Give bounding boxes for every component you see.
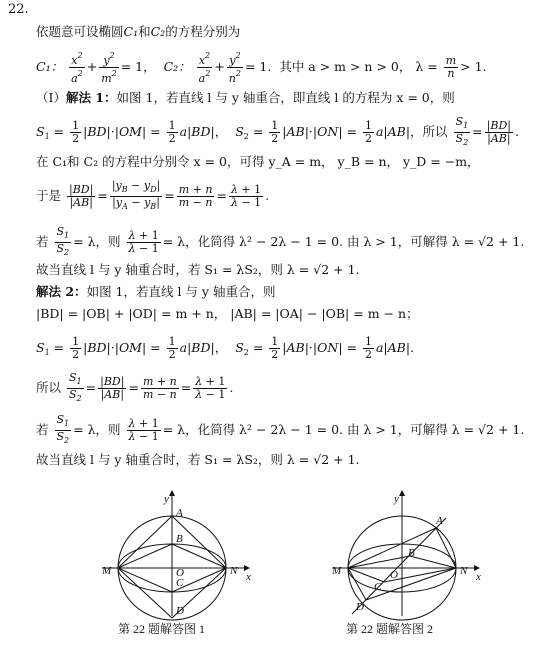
ratio-derivation-2: 所以 $\frac{S_1}{S_2}$ = $\frac{|BD|}{|AB|}$ = $\frac{m + n}{m - n}$ = $\frac{\lambda + 1}{\lambda - 1}$ . xyxy=(36,371,234,403)
fig1-y-label: y xyxy=(164,493,169,505)
fig1-O-label: O xyxy=(176,567,184,579)
fig2-D-label: D xyxy=(356,601,364,613)
method2-header: 解法 2：如图 1，若直线 l 与 y 轴重合，则 xyxy=(36,284,276,299)
fig1-N-label: N xyxy=(230,565,238,577)
fig1-x-label: x xyxy=(246,571,251,583)
figure-2-caption: 第 22 题解答图 2 xyxy=(346,622,434,636)
solve-lambda-2: 若 $\frac{S_1}{S_2}$ = λ，则 $\frac{\lambda + 1}{\lambda - 1}$ = λ，化简得 λ² − 2λ − 1 = 0. 由 λ > 1，可解得 λ = √2 + 1. xyxy=(36,413,525,445)
fig1-C-label: C xyxy=(176,577,184,589)
substitution-line: 在 C₁和 C₂ 的方程中分别令 x = 0，可得 y_A = m， y_B = n， y_D = −m， xyxy=(36,154,480,169)
fig1-B-label: B xyxy=(176,533,183,545)
method1-header: （Ⅰ）解法 1：如图 1，若直线 l 与 y 轴重合，即直线 l 的方程为 x = 0，则 xyxy=(36,90,455,105)
figure-1-caption: 第 22 题解答图 1 xyxy=(118,622,206,636)
fig2-B-label: B xyxy=(408,547,415,559)
bd-ab-lengths: |BD| = |OB| + |OD| = m + n， |AB| = |OA| − |OB| = m − n； xyxy=(36,306,419,321)
intro-line: 依题意可设椭圆C₁和C₂的方程分别为 xyxy=(36,24,241,39)
conclusion-2: 故当直线 l 与 y 轴重合时，若 S₁ = λS₂，则 λ = √2 + 1. xyxy=(36,452,360,467)
ellipse-equations: C₁： $\frac{x^2}{a^2}$ + $\frac{y^2}{m^2}$ = 1， C₂： $\frac{x^2}{a^2}$ + $\frac{y^2}{n^2}$ = 1. 其中 a > m > n > 0， λ = $\frac{m}{n}$ > 1. xyxy=(36,51,487,85)
fig1-A-label: A xyxy=(176,507,183,519)
problem-number: 22. xyxy=(8,2,29,17)
fig2-M-label: M xyxy=(332,565,342,577)
fig2-A-label: A xyxy=(436,515,443,527)
area-formula-2: $S_1$ = $\frac{1}{2}$ |BD|·|OM| = $\frac{1}{2}$ a|BD|， $S_2$ = $\frac{1}{2}$ |AB|·|ON| = $\frac{1}{2}$ a|AB|. xyxy=(36,335,415,361)
fig2-C-label: C xyxy=(374,581,382,593)
figure-2 xyxy=(322,490,494,622)
solve-lambda-1: 若 $\frac{S_1}{S_2}$ = λ，则 $\frac{\lambda + 1}{\lambda - 1}$ = λ，化简得 λ² − 2λ − 1 = 0. 由 λ > 1，可解得 λ = √2 + 1. xyxy=(36,225,525,257)
conclusion-1: 故当直线 l 与 y 轴重合时，若 S₁ = λS₂，则 λ = √2 + 1. xyxy=(36,262,360,277)
fig1-D-label: D xyxy=(176,605,184,617)
fig2-x-label: x xyxy=(476,571,481,583)
fig2-N-label: N xyxy=(460,565,468,577)
ratio-derivation: 于是 $\frac{|BD|}{|AB|}$ = $\frac{|y_B - y_D|}{|y_A - y_B|}$ = $\frac{m + n}{m - n}$ = $\frac{\lambda + 1}{\lambda - 1}$ . xyxy=(36,179,270,211)
fig2-y-label: y xyxy=(394,493,399,505)
figure-1 xyxy=(92,490,264,622)
fig1-M-label: M xyxy=(102,565,112,577)
area-formula-1: $S_1$ = $\frac{1}{2}$ |BD|·|OM| = $\frac{1}{2}$ a|BD|， $S_2$ = $\frac{1}{2}$ |AB|·|ON| = $\frac{1}{2}$ a|AB|，所以 $\frac{S_1}{S_2}$ = $\frac{|BD|}{|AB|}$ . xyxy=(36,115,519,147)
fig2-O-label: O xyxy=(390,569,398,581)
